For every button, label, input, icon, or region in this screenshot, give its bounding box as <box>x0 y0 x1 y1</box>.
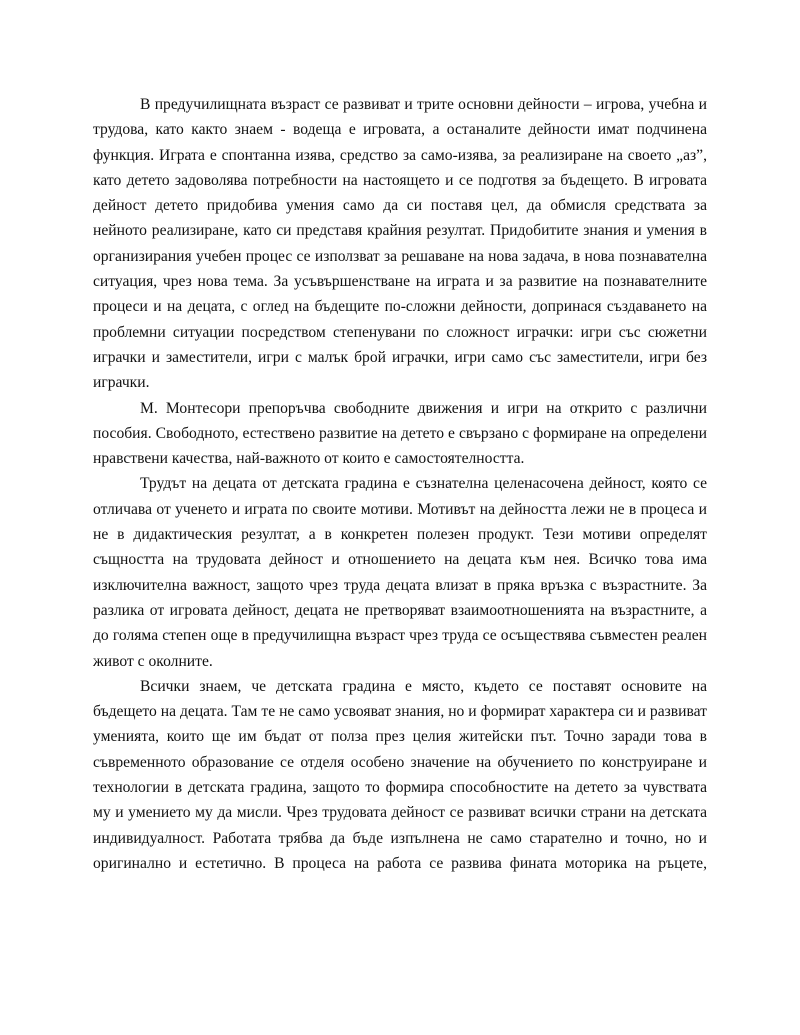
document-body <box>93 92 707 876</box>
paragraph-montessori: М. Монтесори препоръчва свободните движения и игри на открито с различни пособия. Свободното, естествено развитие на детето е свързано с формиране на определени нравствени качества, най-важното от които е самостоятелността. <box>93 399 707 468</box>
paragraph-kindergarten: Всички знаем, че детската градина е място, където се поставят основите на бъдещето на децата. Там те не само усвояват знания, но и формират характера си и развиват уменията, които ще им бъдат от полза през целия житейски път. Точно заради това в съвременното образование се отделя особено значение на обучението по конструиране и технологии в детската градина, защото то формира способностите на детето за чувствата му и умението му да мисли. Чрез трудовата дейност се развиват всички страни на детската индивидуалност. Работата трябва да бъде изпълнена не само старателно и точно, но и оригинално и естетично. В процеса на работа се развива фината моторика на ръцете, <box>93 677 707 872</box>
paragraph-labor-activity: Трудът на децата от детската градина е съзнателна целенасочена дейност, която се отличава от ученето и играта по своите мотиви. Мотивът на дейността лежи не в процеса и не в дидактическия резултат, а в конкретен полезен продукт. Тези мотиви определят същността на трудовата дейност и отношението на децата към нея. Всичко това има изключителна важност, защото чрез труда децата влизат в пряка връзка с възрастните. За разлика от игровата дейност, децата не претворяват взаимоотношенията на възрастните, а до голяма степен още в предучилищна възраст чрез труда се осъществява съвместен реален живот с околните. <box>93 475 707 670</box>
paragraph-play-activity: В предучилищната възраст се развиват и трите основни дейности – игрова, учебна и трудова, като както знаем - водеща е игровата, а останалите дейности имат подчинена функция. Играта е спонтанна изява, средство за само-изява, за реализиране на своето „аз”, като детето задоволява потребности на настоящето и се подготвя за бъдещето. В игровата дейност детето придобива умения само да си поставя цел, да обмисля средствата за нейното реализиране, като си представя крайния резултат. Придобитите знания и умения в организирания учебен процес се използват за решаване на нова задача, в нова познавателна ситуация, чрез нова тема. За усъвършенстване на играта и за развитие на познавателните процеси и на децата, с оглед на бъдещите по-сложни дейности, допринася създаването на проблемни ситуации посредством степенувани по сложност играчки: игри със сюжетни играчки и заместители, игри с малък брой играчки, игри само със заместители, игри без играчки. <box>93 96 707 392</box>
